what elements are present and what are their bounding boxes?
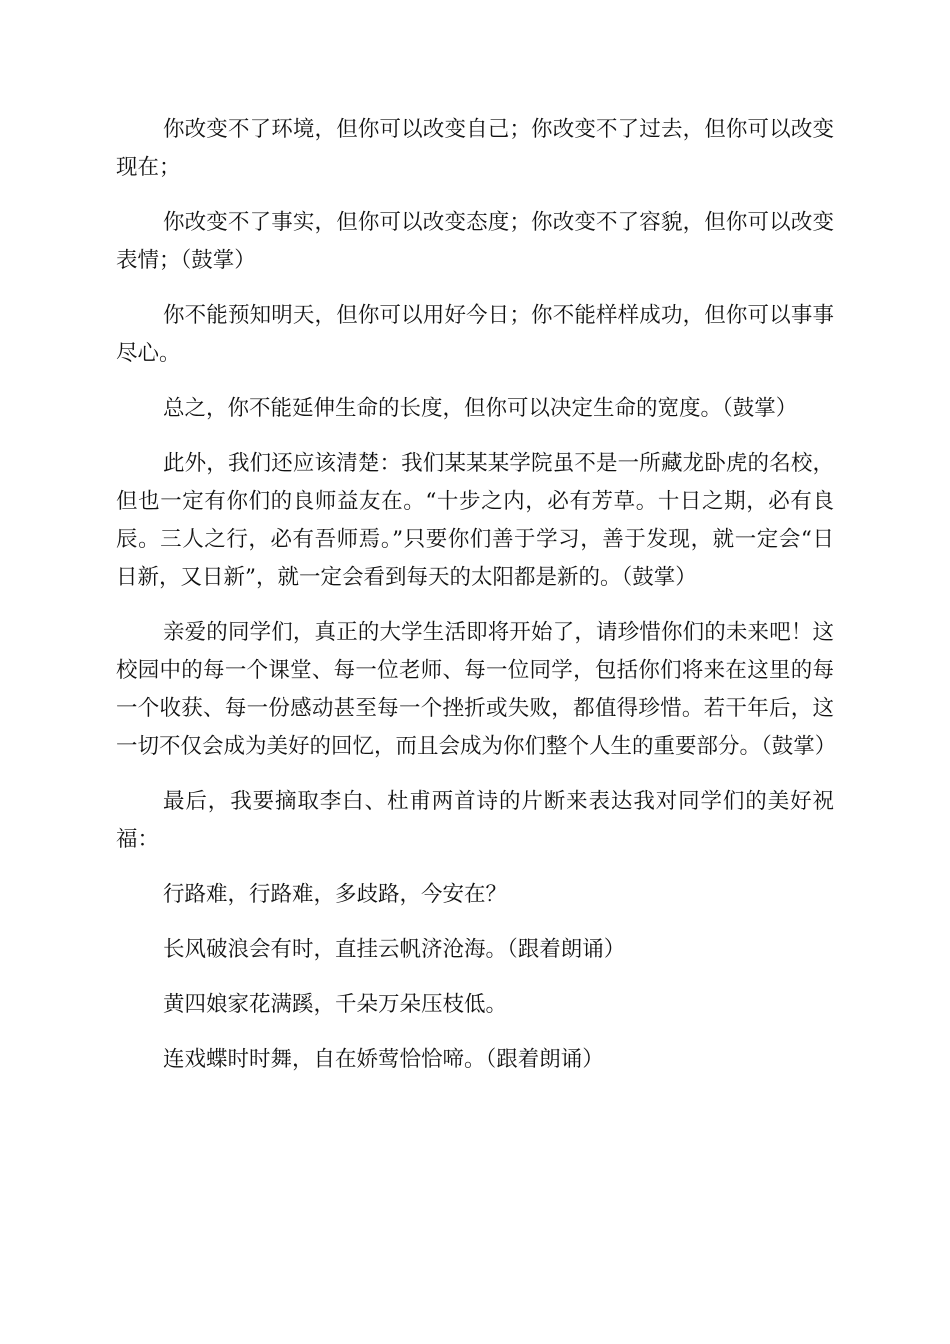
poem-line-1: 行路难，行路难，多歧路，今安在？ bbox=[163, 882, 508, 907]
poem-line-4: 连戏蝶时时舞，自在娇莺恰恰啼。（跟着朗诵） bbox=[163, 1047, 604, 1072]
paragraph-4: 总之，你不能延伸生命的长度，但你可以决定生命的宽度。（鼓掌） bbox=[163, 396, 798, 421]
paragraph-7: 最后，我要摘取李白、杜甫两首诗的片断来表达我对同学们的美好祝福： bbox=[116, 789, 834, 852]
document-body bbox=[116, 111, 837, 1096]
paragraph-6: 亲爱的同学们，真正的大学生活即将开始了，请珍惜你们的未来吧！这校园中的每一个课堂、每一位老师、每一位同学，包括你们将来在这里的每一个收获、每一份感动甚至每一个挫折或失败，都值得珍惜。若干年后，这一切不仅会成为美好的回忆，而且会成为你们整个人生的重要部分。（鼓掌） bbox=[116, 620, 837, 759]
paragraph-2: 你改变不了事实，但你可以改变态度；你改变不了容貌，但你可以改变表情；（鼓掌） bbox=[116, 210, 834, 273]
poem-line-2: 长风破浪会有时，直挂云帆济沧海。（跟着朗诵） bbox=[163, 937, 626, 962]
paragraph-1: 你改变不了环境，但你可以改变自己；你改变不了过去，但你可以改变现在； bbox=[116, 117, 834, 180]
paragraph-3: 你不能预知明天，但你可以用好今日；你不能样样成功，但你可以事事尽心。 bbox=[116, 303, 834, 366]
poem-line-3: 黄四娘家花满蹊，千朵万朵压枝低。 bbox=[163, 992, 508, 1017]
paragraph-5: 此外，我们还应该清楚：我们某某某学院虽不是一所藏龙卧虎的名校，但也一定有你们的良师益友在。“十步之内，必有芳草。十日之期，必有良辰。三人之行，必有吾师焉。”只要你们善于学习，善于发现，就一定会“日日新，又日新”，就一定会看到每天的太阳都是新的。（鼓掌） bbox=[116, 451, 834, 590]
